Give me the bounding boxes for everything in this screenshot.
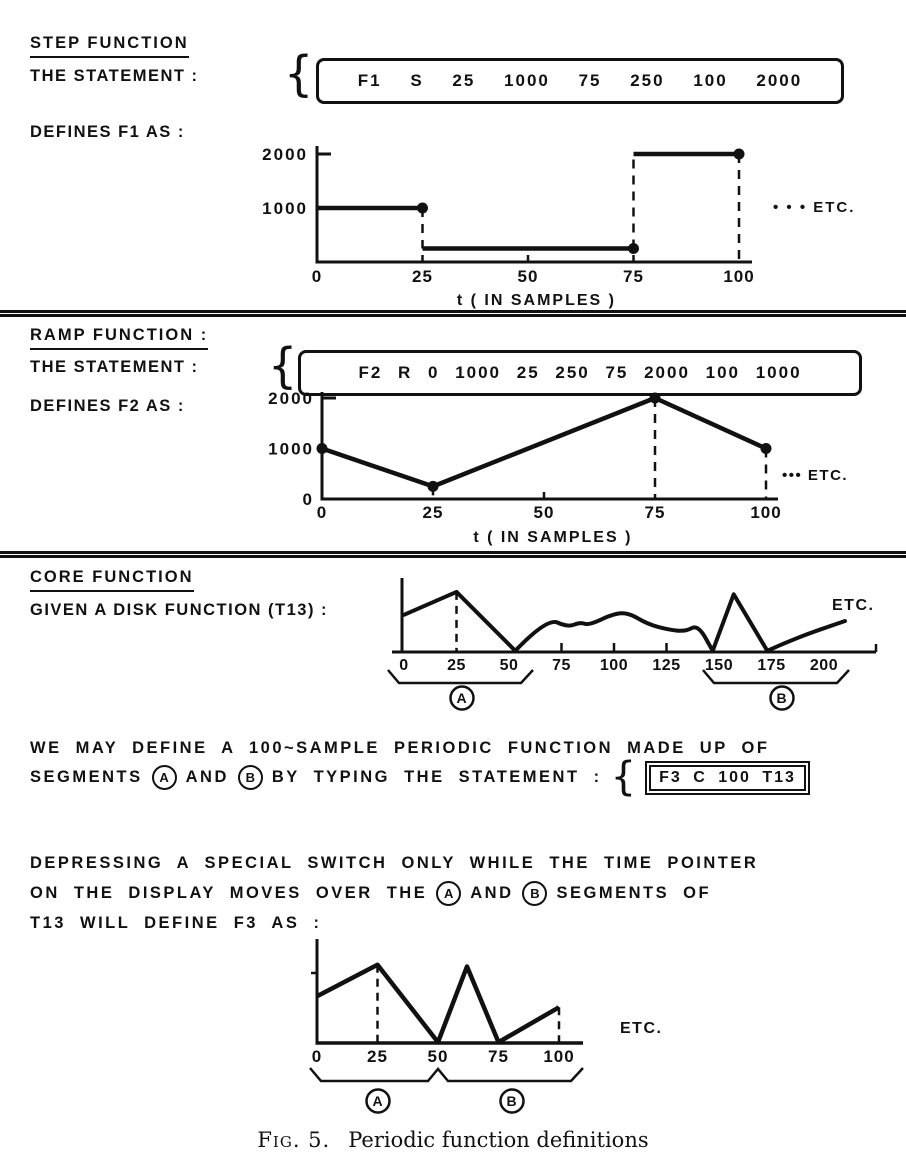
svg-text:1000: 1000 — [262, 199, 308, 218]
left-brace-icon: { — [284, 44, 314, 102]
svg-text:50: 50 — [427, 1047, 449, 1066]
left-brace-icon: { — [268, 336, 298, 394]
svg-text:0: 0 — [311, 267, 323, 286]
svg-text:1000: 1000 — [268, 439, 314, 459]
svg-text:200: 200 — [809, 657, 839, 674]
svg-text:50: 50 — [499, 657, 519, 674]
svg-text:75: 75 — [623, 267, 644, 286]
svg-text:25: 25 — [447, 657, 466, 674]
disk-function-label: GIVEN A DISK FUNCTION (T13) : — [30, 601, 329, 619]
segment-b-letter: B — [245, 770, 256, 785]
segment-b-badge — [522, 881, 547, 906]
svg-text:100: 100 — [543, 1047, 575, 1066]
svg-text:0: 0 — [399, 657, 409, 674]
ramp-function-heading: RAMP FUNCTION : — [30, 326, 208, 350]
svg-text:25: 25 — [422, 503, 444, 522]
paragraph-text: AND — [185, 768, 229, 786]
core-function-heading: CORE FUNCTION — [30, 568, 194, 592]
segment-a-badge — [436, 881, 461, 906]
svg-text:0: 0 — [302, 490, 314, 509]
svg-text:A: A — [372, 1093, 384, 1109]
ramp-defines-label: DEFINES F2 AS : — [30, 397, 185, 415]
svg-text:75: 75 — [644, 503, 666, 522]
left-brace-icon: { — [610, 753, 637, 800]
segment-a-badge — [152, 765, 177, 790]
svg-text:25: 25 — [367, 1047, 388, 1066]
step-statement-text: F1 S 25 1000 75 250 100 2000 — [357, 71, 803, 90]
segment-b-badge — [238, 765, 263, 790]
svg-text:2000: 2000 — [268, 389, 314, 408]
step-statement-box — [316, 58, 844, 104]
svg-text:ETC.: ETC. — [832, 597, 875, 614]
svg-text:125: 125 — [652, 657, 681, 674]
core-statement-box — [649, 765, 806, 791]
svg-text:A: A — [456, 690, 468, 706]
svg-text:100: 100 — [750, 503, 782, 522]
step-statement-label: THE STATEMENT : — [30, 67, 199, 85]
paragraph-text: BY TYPING THE STATEMENT : — [271, 768, 602, 786]
paragraph-line — [30, 878, 758, 908]
figure-number: Fig. 5. — [257, 1128, 331, 1152]
paragraph-line: T13 WILL DEFINE F3 AS : — [30, 913, 322, 932]
switch-paragraph — [30, 848, 758, 938]
paragraph-line: WE MAY DEFINE A 100~SAMPLE PERIODIC FUNCTION MADE UP OF — [30, 739, 770, 757]
paragraph-text: SEGMENTS — [30, 768, 143, 786]
figure-caption — [0, 1128, 906, 1152]
svg-text:100: 100 — [723, 267, 755, 286]
svg-text:50: 50 — [517, 267, 539, 286]
ramp-statement-text: F2 R 0 1000 25 250 75 2000 100 1000 — [358, 363, 802, 382]
svg-text:100: 100 — [599, 657, 629, 674]
section-divider — [0, 310, 906, 317]
figure-caption-text: Periodic function definitions — [348, 1128, 649, 1152]
svg-text:75: 75 — [552, 657, 571, 674]
paragraph-line — [30, 753, 806, 800]
svg-text:B: B — [506, 1093, 518, 1109]
segment-a-letter: A — [159, 770, 169, 785]
disk-function-chart — [380, 572, 906, 717]
ramp-statement-label: THE STATEMENT : — [30, 358, 199, 376]
paragraph-text: ON THE DISPLAY MOVES OVER THE — [30, 883, 428, 902]
step-function-heading: STEP FUNCTION — [30, 34, 189, 58]
f3-function-chart — [290, 933, 720, 1118]
typing-paragraph — [30, 734, 806, 800]
svg-text:175: 175 — [757, 657, 786, 674]
svg-text:2000: 2000 — [262, 145, 308, 164]
svg-text:ETC.: ETC. — [620, 1020, 663, 1037]
paragraph-text: AND — [470, 883, 514, 902]
section-divider — [0, 551, 906, 558]
svg-text:25: 25 — [412, 267, 433, 286]
svg-text:150: 150 — [704, 657, 734, 674]
svg-text:t ( IN SAMPLES ): t ( IN SAMPLES ) — [456, 292, 616, 309]
segment-b-letter: B — [530, 885, 540, 901]
paragraph-line: DEPRESSING A SPECIAL SWITCH ONLY WHILE THE TIME POINTER — [30, 853, 759, 872]
svg-text:75: 75 — [488, 1047, 509, 1066]
svg-text:0: 0 — [311, 1047, 323, 1066]
segment-a-letter: A — [444, 885, 454, 901]
step-function-chart — [230, 132, 906, 317]
svg-text:• • • ETC.: • • • ETC. — [773, 199, 856, 216]
core-statement-text: F3 C 100 T13 — [659, 768, 796, 786]
svg-text:B: B — [776, 690, 788, 706]
svg-text:t ( IN SAMPLES ): t ( IN SAMPLES ) — [473, 529, 633, 546]
svg-text:••• ETC.: ••• ETC. — [782, 467, 849, 484]
svg-text:0: 0 — [316, 503, 328, 522]
ramp-function-chart — [230, 386, 906, 552]
paragraph-text: SEGMENTS OF — [556, 883, 712, 902]
step-defines-label: DEFINES F1 AS : — [30, 123, 185, 141]
svg-text:50: 50 — [533, 503, 555, 522]
